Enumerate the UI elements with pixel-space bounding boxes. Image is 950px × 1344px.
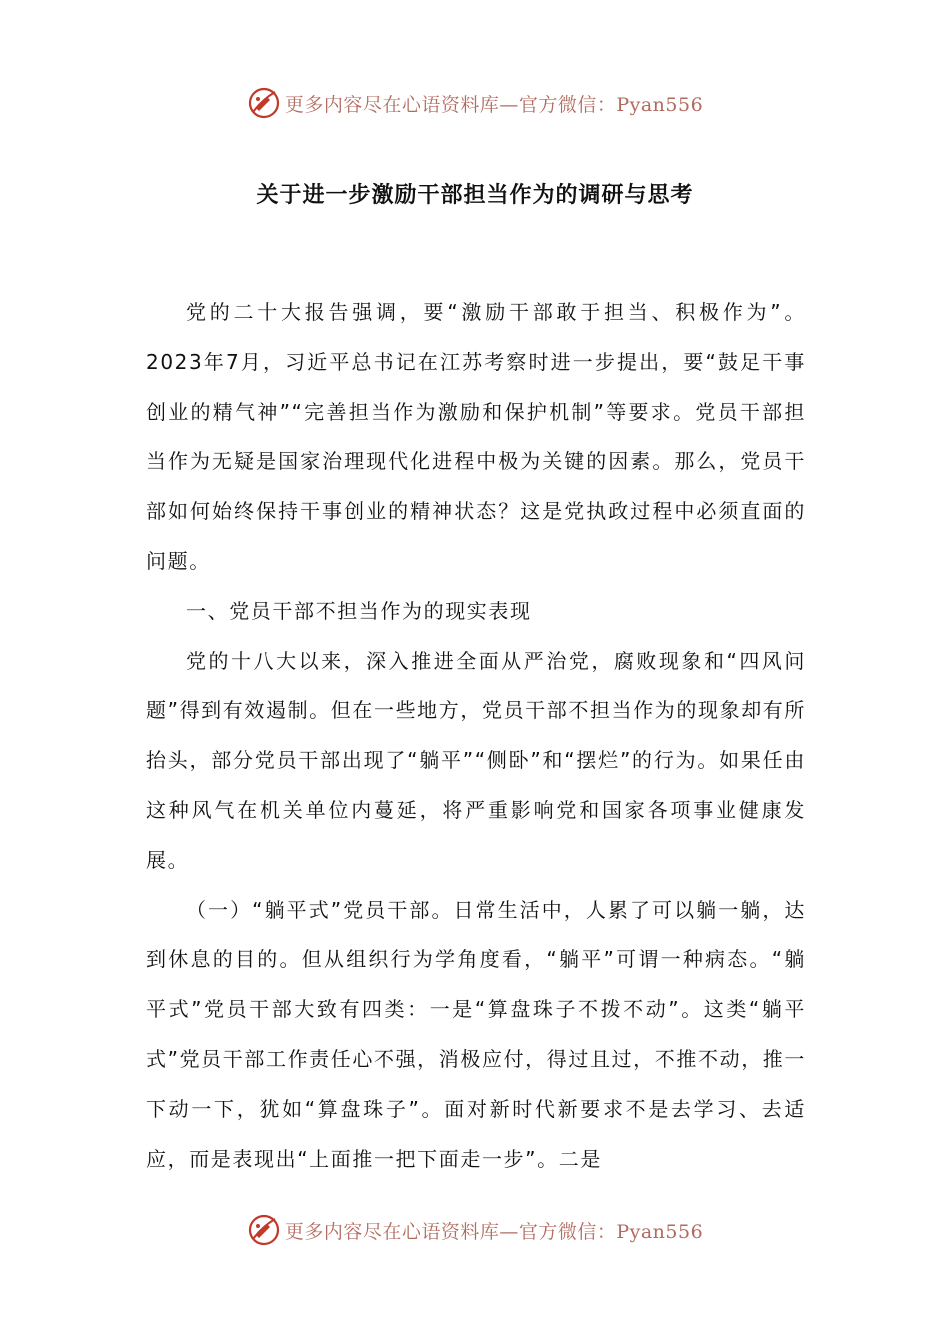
pen-logo-icon (247, 86, 281, 120)
watermark-text: 更多内容尽在心语资料库—官方微信：Pyan556 (284, 1220, 704, 1243)
header-watermark (0, 83, 950, 123)
pen-logo-icon (247, 1213, 281, 1247)
footer-watermark (0, 1210, 950, 1250)
document-body (146, 288, 806, 1184)
paragraph: 党的十八大以来，深入推进全面从严治党，腐败现象和“四风问题”得到有效遏制。但在一些地方，党员干部不担当作为的现象却有所抬头，部分党员干部出现了“躺平”“侧卧”和“摆烂”的行为。如果任由这种风气在机关单位内蔓延，将严重影响党和国家各项事业健康发展。 (146, 648, 806, 872)
document-title: 关于进一步激励干部担当作为的调研与思考 (256, 183, 694, 208)
section-heading: 一、党员干部不担当作为的现实表现 (186, 598, 532, 623)
watermark-text: 更多内容尽在心语资料库—官方微信：Pyan556 (284, 93, 704, 116)
paragraph: （一）“躺平式”党员干部。日常生活中，人累了可以躺一躺，达到休息的目的。但从组织行为学角度看，“躺平”可谓一种病态。“躺平式”党员干部大致有四类：一是“算盘珠子不拨不动”。这类“躺平式”党员干部工作责任心不强，消极应付，得过且过，不推不动，推一下动一下，犹如“算盘珠子”。面对新时代新要求不是去学习、去适应，而是表现出“上面推一把下面走一步”。二是 (146, 897, 806, 1171)
paragraph: 党的二十大报告强调，要“激励干部敢于担当、积极作为”。2023年7月，习近平总书记在江苏考察时进一步提出，要“鼓足干事创业的精气神”“完善担当作为激励和保护机制”等要求。党员干部担当作为无疑是国家治理现代化进程中极为关键的因素。那么，党员干部如何始终保持干事创业的精神状态？这是党执政过程中必须直面的问题。 (146, 300, 806, 573)
